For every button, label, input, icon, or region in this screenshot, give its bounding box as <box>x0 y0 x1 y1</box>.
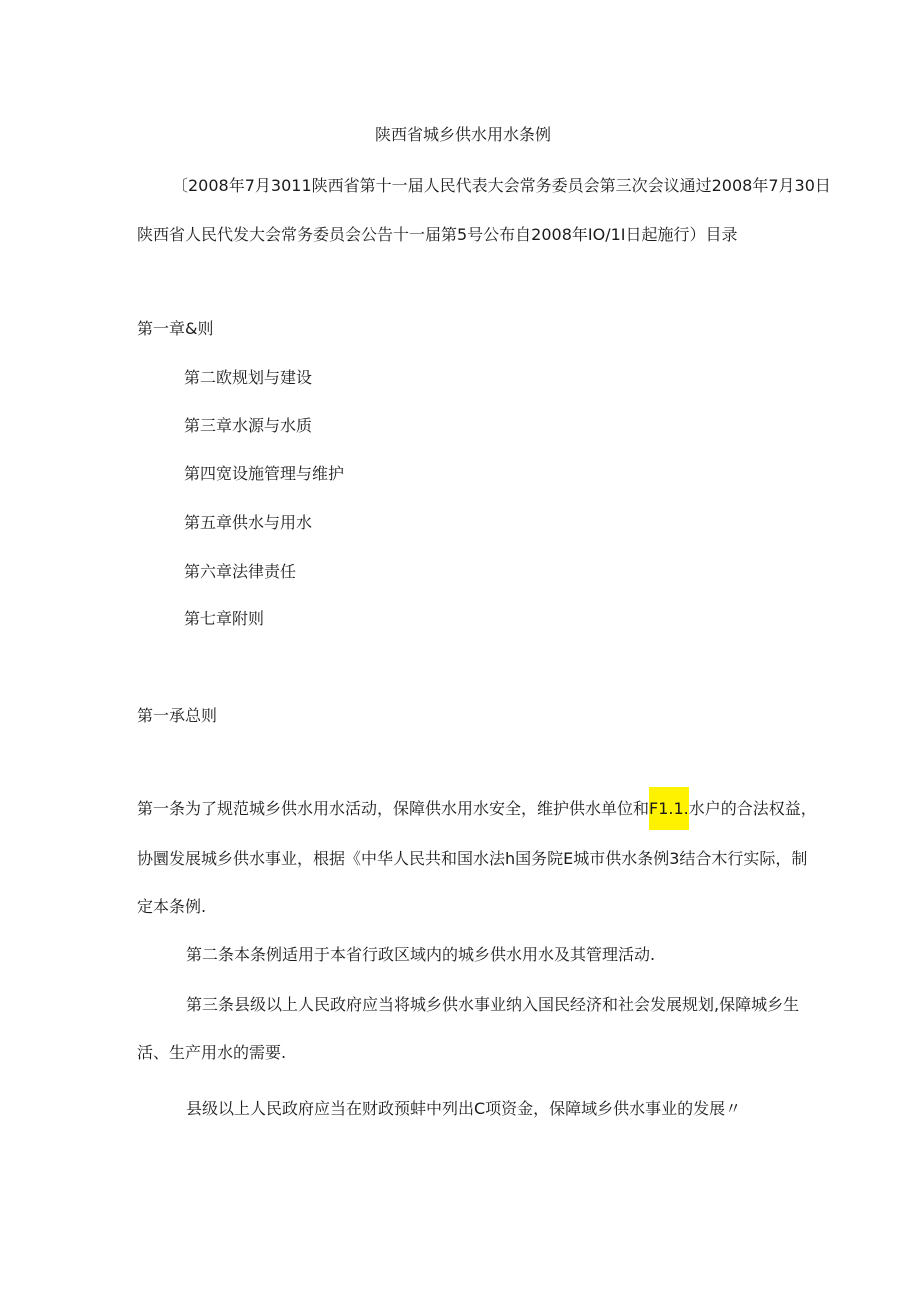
toc-item-chapter-2: 第二欧规划与建设 <box>184 368 313 387</box>
toc-item-chapter-6: 第六章法律责任 <box>184 562 297 581</box>
article-1-text-start: 第一条为了规范城乡供水用水活动，保障供水用水安全，维护供水单位和 <box>137 799 650 818</box>
document-title: 陕西省城乡供水用水条例 <box>375 125 552 144</box>
chapter-1-heading: 第一承总则 <box>137 706 218 725</box>
adoption-note-line-1: 〔2008年7月3011陕西省第十一届人民代表大会常务委员会第三次会议通过2008年7月30日 <box>172 176 831 195</box>
adoption-note-line-2: 陕西省人民代发大会常务委员会公告十一届第5号公布自2008年IO/1I日起施行）目录 <box>137 225 738 244</box>
article-1-text-end: 水户的合法权益， <box>688 799 817 818</box>
toc-item-chapter-4: 第四宽设施管理与维护 <box>184 464 345 483</box>
article-2: 第二条本条例适用于本省行政区域内的城乡供水用水及其管理活动. <box>186 945 656 964</box>
highlighted-text: F1.1. <box>649 787 689 830</box>
article-1-line-3: 定本条例. <box>137 897 207 916</box>
article-3-paragraph-2: 县级以上人民政府应当在财政预蚌中列出C项资金，保障域乡供水事业的发展〃 <box>186 1099 742 1118</box>
article-3-line-2: 活、生产用水的需要. <box>137 1043 287 1062</box>
toc-item-chapter-3: 第三章水源与水质 <box>184 416 313 435</box>
toc-item-chapter-5: 第五章供水与用水 <box>184 513 313 532</box>
article-1-line-1 <box>137 798 817 820</box>
article-3-line-1: 第三条县级以上人民政府应当将城乡供水事业纳入国民经济和社会发展规划,保障城乡生 <box>186 995 800 1014</box>
article-1-line-2: 协圜发展城乡供水事业，根据《中华人民共和国水法h国务院E城市供水条例3结合木行实际，制 <box>137 849 808 868</box>
toc-item-chapter-7: 第七章附则 <box>184 609 265 628</box>
toc-item-chapter-1: 第一章&则 <box>137 319 214 338</box>
